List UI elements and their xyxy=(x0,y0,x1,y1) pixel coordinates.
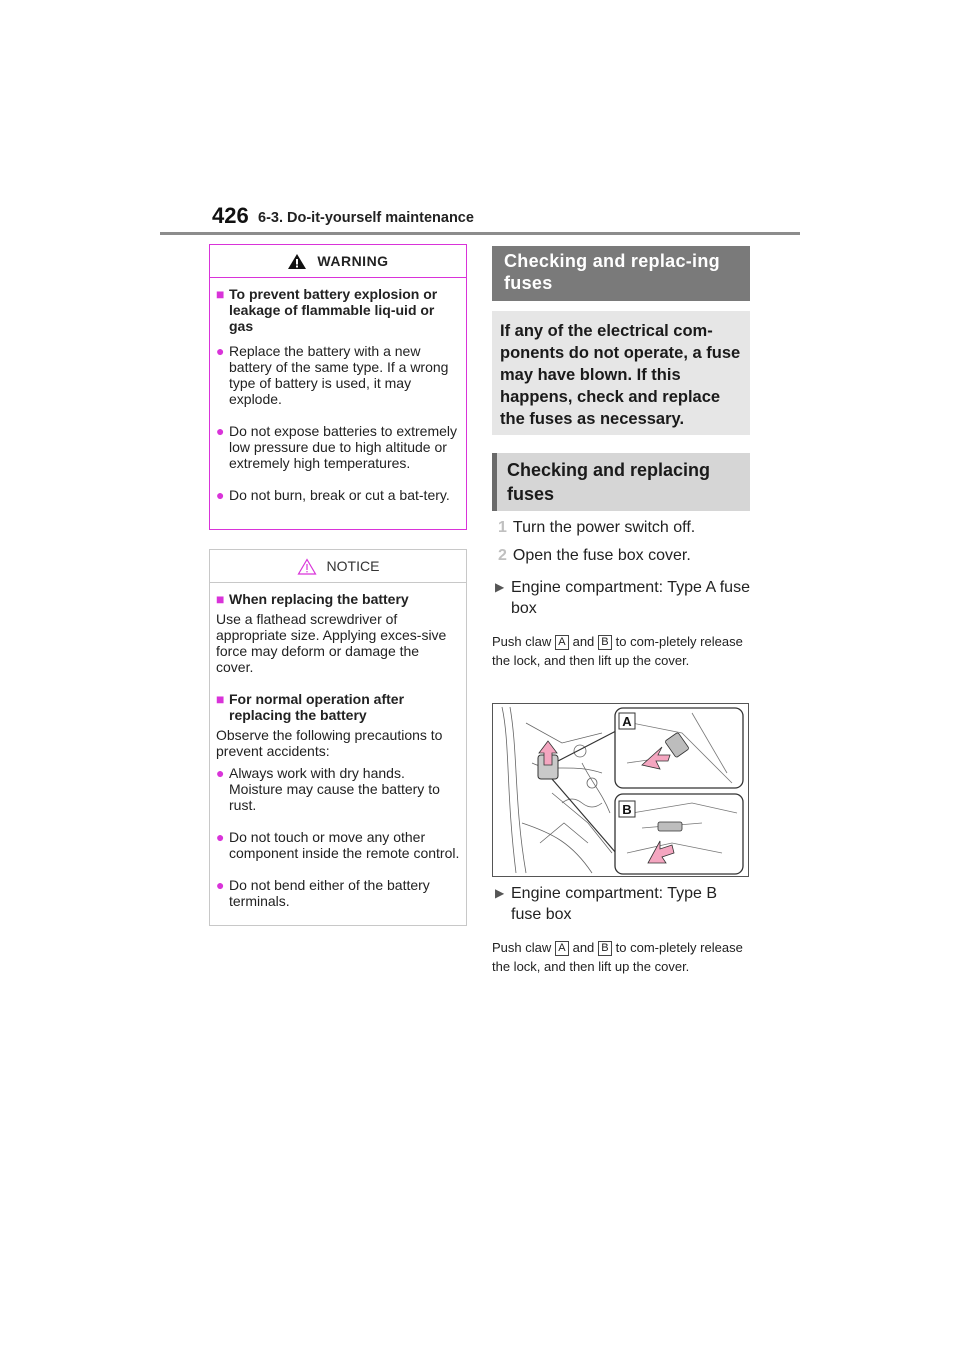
list-item: ● Do not burn, break or cut a bat-tery. xyxy=(216,487,450,503)
figure-label-b: B xyxy=(622,802,632,817)
bullet-icon: ● xyxy=(216,487,225,503)
label-b-tag: B xyxy=(598,941,611,956)
notice-box xyxy=(209,549,467,926)
notice-heading-1: ■ When replacing the battery xyxy=(216,591,409,607)
step-number: 2 xyxy=(498,547,507,564)
list-item: ● Do not touch or move any other component inside the remote control. xyxy=(216,829,460,861)
notice-heading-2: ■ For normal operation after replacing the battery xyxy=(216,691,405,723)
list-item: ● Do not bend either of the battery terminals. xyxy=(216,877,430,909)
instruction-text-a: Push claw A and B to com-pletely release the lock, and then lift up the cover. xyxy=(492,634,743,668)
label-b-tag: B xyxy=(598,635,611,650)
arrow-bullet-icon: ▶ xyxy=(495,886,505,900)
square-bullet-icon: ■ xyxy=(216,591,225,607)
notice-paragraph-2: Observe the following precautions to prevent accidents: xyxy=(216,727,443,759)
notice-title: NOTICE xyxy=(326,558,380,574)
square-bullet-icon: ■ xyxy=(216,691,225,707)
notice-paragraph-1: Use a flathead screwdriver of appropriate size. Applying exces-sive force may deform or damage the cover. xyxy=(216,611,447,675)
header-rule xyxy=(160,232,800,235)
type-a-item: ▶ Engine compartment: Type A fuse box xyxy=(495,579,750,617)
notice-header xyxy=(210,550,466,583)
intro-text: If any of the electrical com-ponents do not operate, a fuse may have blown. If this happens, check and replace the fuses as necessary. xyxy=(492,311,750,435)
list-item: ● Replace the battery with a new battery of the same type. If a wrong type of battery is used, it may explode. xyxy=(216,343,449,407)
fuse-box-illustration xyxy=(492,703,749,877)
instruction-text-b: Push claw A and B to com-pletely release the lock, and then lift up the cover. xyxy=(492,940,743,974)
step-text: Open the fuse box cover. xyxy=(512,547,691,564)
caution-triangle-icon xyxy=(297,558,317,575)
step-2 xyxy=(498,547,691,565)
page-number: 426 xyxy=(212,203,249,228)
label-a-tag: A xyxy=(555,635,568,650)
list-item: ● Always work with dry hands. Moisture may cause the battery to rust. xyxy=(216,765,440,813)
step-text: Turn the power switch off. xyxy=(512,519,696,536)
warning-box xyxy=(209,244,467,530)
step-1 xyxy=(498,519,695,537)
warning-title: WARNING xyxy=(317,253,389,269)
arrow-bullet-icon: ▶ xyxy=(495,580,505,594)
figure-label-a: A xyxy=(622,714,632,729)
list-item: ● Do not expose batteries to extremely low pressure due to high altitude or extremely high temperatures. xyxy=(216,423,458,471)
warning-triangle-icon xyxy=(287,253,307,270)
step-number: 1 xyxy=(498,519,507,536)
warning-header xyxy=(210,245,466,278)
section-heading: Checking and replac-ing fuses xyxy=(492,246,750,301)
type-b-item: ▶ Engine compartment: Type B fuse box xyxy=(495,885,718,923)
bullet-icon: ● xyxy=(216,877,225,893)
bullet-icon: ● xyxy=(216,343,225,359)
square-bullet-icon: ■ xyxy=(216,286,225,302)
label-a-tag: A xyxy=(555,941,568,956)
warning-heading: ■ To prevent battery explosion or leakage of flammable liq-uid or gas xyxy=(216,286,438,334)
section-title: 6-3. Do-it-yourself maintenance xyxy=(258,210,474,226)
subsection-heading: Checking and replacing fuses xyxy=(492,453,750,511)
bullet-icon: ● xyxy=(216,765,225,781)
bullet-icon: ● xyxy=(216,829,225,845)
bullet-icon: ● xyxy=(216,423,225,439)
